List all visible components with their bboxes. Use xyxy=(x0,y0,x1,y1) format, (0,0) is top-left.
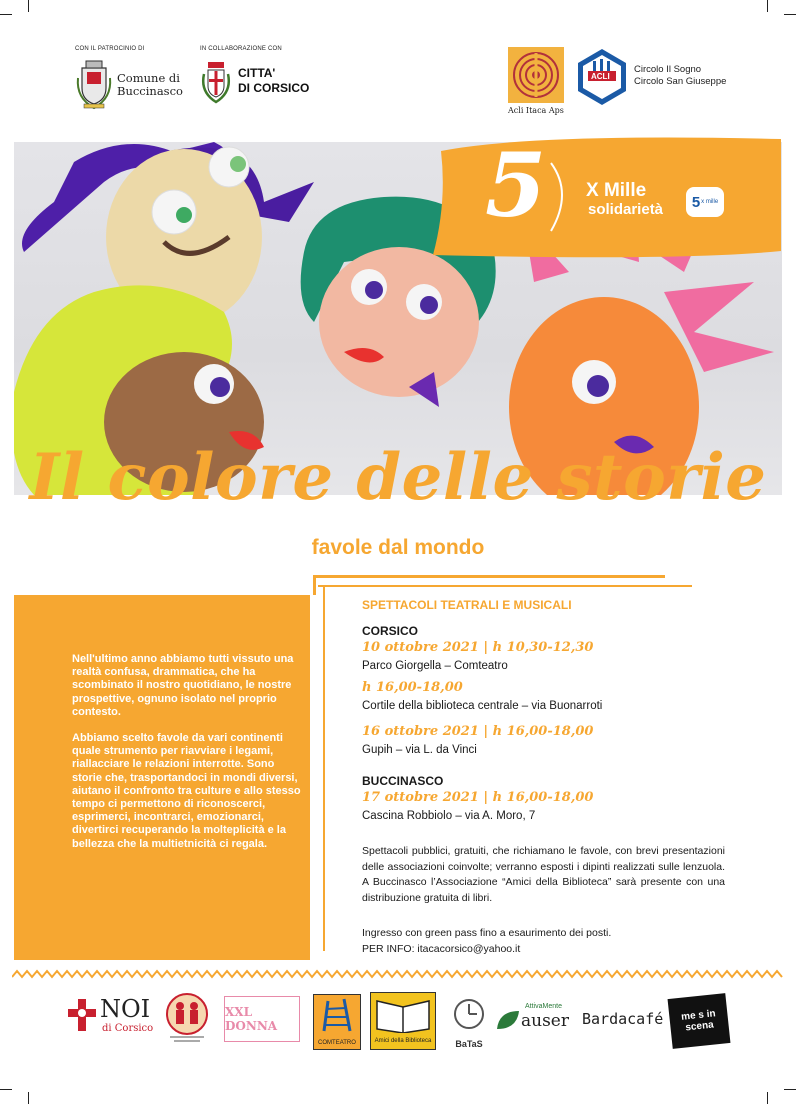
crop-mark xyxy=(0,14,12,15)
noi-corsico-logo xyxy=(68,995,156,1037)
city-corsico: CORSICO xyxy=(362,624,419,638)
zigzag-divider xyxy=(12,966,784,976)
bardacafe-logo: Bardacafé xyxy=(582,1010,664,1028)
crop-mark xyxy=(28,1092,29,1104)
corsico-name xyxy=(238,66,309,96)
event-3-when: 16 ottobre 2021 | h 16,00-18,00 xyxy=(362,724,594,739)
crop-mark xyxy=(784,14,796,15)
banner-x-mille: X Mille xyxy=(586,180,647,201)
page-title: Il colore delle storie xyxy=(29,440,767,515)
mesinscena-logo xyxy=(668,993,731,1049)
centro-anziani-logo-icon xyxy=(162,992,212,1044)
amici-biblioteca-text: Amici della Biblioteca xyxy=(374,1038,432,1044)
auser-logo xyxy=(495,1003,575,1043)
program-heading: SPETTACOLI TEATRALI E MUSICALI xyxy=(362,598,572,612)
event-4-where: Cascina Robbiolo – via A. Moro, 7 xyxy=(362,810,536,822)
comteatro-logo xyxy=(313,994,361,1050)
acli-badge-text: ACLI xyxy=(591,72,610,81)
corsico-line1: CITTA' xyxy=(238,66,276,80)
acli-circle-1: Circolo Il Sogno xyxy=(634,64,702,75)
crop-mark xyxy=(784,1089,796,1090)
five-x-mille-badge-icon xyxy=(686,187,724,217)
auser-text: auser xyxy=(521,1011,569,1031)
acli-circles xyxy=(634,64,726,88)
banner-big-five: 5 xyxy=(485,133,547,237)
mesinscena-text: me s in scena xyxy=(680,1008,717,1034)
auser-small-text: AttivaMente xyxy=(525,1003,562,1010)
collab-label: IN COLLABORAZIONE CON xyxy=(200,46,282,52)
corsico-crest-icon xyxy=(200,60,232,104)
event-1-where: Parco Giorgella – Comteatro xyxy=(362,660,508,672)
xxl-donna-logo xyxy=(224,996,300,1042)
banner-solidarieta: solidarietà xyxy=(588,201,664,218)
acli-itaca-caption: Acli Itaca Aps xyxy=(508,106,564,115)
divider-line xyxy=(313,575,316,595)
divider-line xyxy=(313,575,665,578)
crop-mark xyxy=(767,0,768,12)
comteatro-text: COMTEATRO xyxy=(318,1040,356,1046)
corsico-line2: DI CORSICO xyxy=(238,81,310,95)
bats-text: BaTaS xyxy=(455,1039,483,1049)
event-2-when: h 16,00-18,00 xyxy=(362,680,463,695)
divider-line xyxy=(318,585,692,587)
event-4-when: 17 ottobre 2021 | h 16,00-18,00 xyxy=(362,790,594,805)
badge-number: 5 xyxy=(691,193,701,211)
program-description: Spettacoli pubblici, gratuiti, che richiamano le favole, con brevi presentazioni delle associazioni coinvolte; verranno esposti i dipinti realizzati sulle lenzuola. A Buccinasco l’Associazione “Amici della Biblioteca” sarà presente con una distribuzione gratuita di libri. xyxy=(362,845,725,904)
amici-biblioteca-logo xyxy=(370,992,436,1050)
badge-text: x mille xyxy=(701,199,719,205)
xxl-donna-text: XXL DONNA xyxy=(225,1005,278,1033)
buccinasco-crest-icon xyxy=(74,58,114,110)
crop-mark xyxy=(28,0,29,12)
contact-info: PER INFO: itacacorsico@yahoo.it xyxy=(362,942,521,955)
program-info xyxy=(362,926,725,957)
divider-line xyxy=(323,585,325,951)
buccinasco-line2: Buccinasco xyxy=(117,84,183,98)
buccinasco-name xyxy=(117,72,183,98)
event-2-where: Cortile della biblioteca centrale – via Buonarroti xyxy=(362,700,603,712)
intro-paragraph-2: Abbiamo scelto favole da vari continenti quale strumento per riavviare i legami, riallacciare le relazioni interrotte. Sono storie che, trasportandoci in mondi diversi, aiutano il confronto tra culture e allo stesso tempo ci permettono di riconoscerci, esprimerci, incontrarci, emozionarci, divertirci recuperando la molteplicità e la bellezza che la multietnicità ci regala. xyxy=(72,732,301,850)
event-3-where: Gupih – via L. da Vinci xyxy=(362,744,477,756)
auser-leaf-icon xyxy=(495,1009,521,1033)
entry-note: Ingresso con green pass fino a esaurimento dei posti. xyxy=(362,927,612,939)
acli-circle-2: Circolo San Giuseppe xyxy=(634,76,727,87)
noi-cross-icon xyxy=(68,999,96,1031)
acli-itaca-logo-icon xyxy=(508,47,564,103)
buccinasco-line1: Comune di xyxy=(117,71,180,85)
event-1-when: 10 ottobre 2021 | h 10,30-12,30 xyxy=(362,640,594,655)
crop-mark xyxy=(767,1092,768,1104)
noi-small-text: di Corsico xyxy=(102,1023,154,1034)
city-buccinasco: BUCCINASCO xyxy=(362,774,444,788)
page-subtitle: favole dal mondo xyxy=(311,536,485,559)
intro-text xyxy=(72,653,304,864)
patronage-label: CON IL PATROCINIO DI xyxy=(75,46,145,52)
bats-logo xyxy=(447,994,491,1050)
crop-mark xyxy=(0,1089,12,1090)
intro-paragraph-1: Nell'ultimo anno abbiamo tutti vissuto una realtà confusa, drammatica, che ha scombinato il nostro quotidiano, le nostre prospettive, ognuno isolato nel proprio contesto. xyxy=(72,653,294,718)
noi-big-text: NOI xyxy=(100,995,151,1023)
